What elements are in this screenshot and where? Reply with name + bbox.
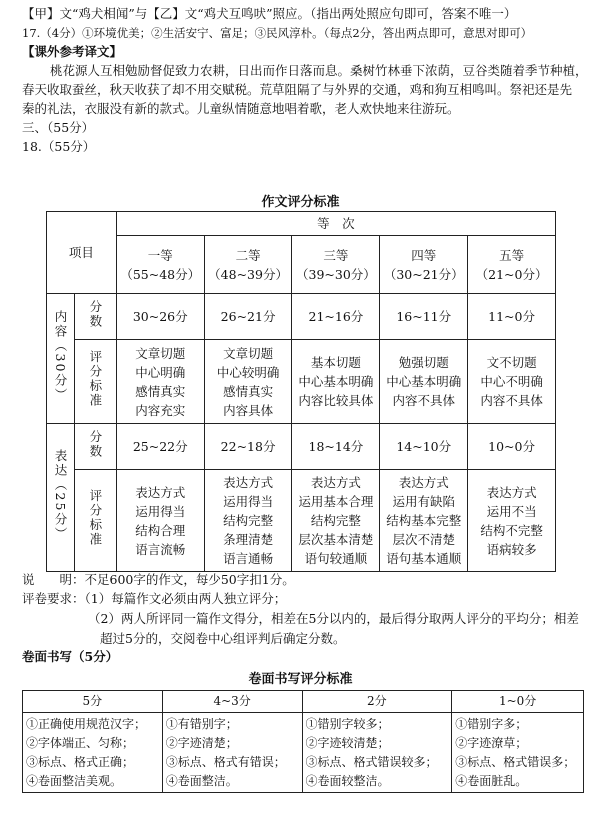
grade-cell: 三等 （39~30分）	[292, 236, 380, 294]
handwriting-table-title: 卷面书写评分标准	[248, 672, 353, 687]
content-score-row	[47, 294, 556, 340]
expr-criteria-row	[47, 470, 556, 572]
grade-cell: 四等 （30~21分）	[380, 236, 468, 294]
handwriting-criteria: ①正确使用规范汉字； ②字体端正、匀称； ③标点、格式正确； ④卷面整洁美观。	[23, 713, 163, 793]
expr-criteria: 表达方式 运用有缺陷 结构基本完整 层次不清楚 语句基本通顺	[380, 470, 468, 572]
answer-line-17: 17.（4分）①环境优美；②生活安宁、富足；③民风淳朴。（每点2分，答出两点即可，意思对即可）	[22, 26, 533, 40]
note-requirement-2-cont: 超过5分的，交阅卷中心组评判后确定分数。	[100, 631, 346, 646]
expr-criteria-label: 评分标准	[87, 489, 103, 547]
content-criteria-label: 评分标准	[87, 350, 103, 408]
content-criteria: 基本切题 中心基本明确 内容比较具体	[292, 340, 380, 424]
expr-label-cell	[47, 424, 75, 572]
grade-row	[47, 236, 556, 294]
grade-cell: 五等 （21~0分）	[468, 236, 556, 294]
content-score: 30~26分	[116, 294, 204, 340]
handwriting-criteria: ①错别字多； ②字迹潦草； ③标点、格式错误多； ④卷面脏乱。	[452, 713, 584, 793]
essay-grading-table	[46, 211, 556, 572]
content-criteria: 勉强切题 中心基本明确 内容不具体	[380, 340, 468, 424]
handwriting-header-row	[23, 691, 584, 713]
handwriting-grading-table	[22, 690, 584, 793]
content-label: 内容（30分）	[52, 309, 68, 403]
item-header: 项目	[47, 212, 117, 294]
expr-criteria: 表达方式 运用基本合理 结构完整 层次基本清楚 语句较通顺	[292, 470, 380, 572]
expr-score-label: 分数	[87, 429, 103, 459]
question-18-heading: 18.（55分）	[22, 139, 96, 154]
expr-criteria: 表达方式 运用不当 结构不完整 语病较多	[468, 470, 556, 572]
handwriting-heading: 卷面书写（5分）	[22, 649, 119, 664]
translation-line-3: 秦的礼法，衣服没有新的款式。儿童纵情随意地唱着歌，老人欢快地来往游玩。	[22, 101, 460, 116]
note-requirement-2: （2）两人所评同一篇作文得分，相差在5分以内的，最后得分取两人评分的平均分；相差	[88, 611, 579, 626]
translation-heading: 【课外参考译文】	[22, 44, 123, 59]
expr-score: 14~10分	[380, 424, 468, 470]
translation-line-2: 春天收取蚕丝，秋天收获了却不用交赋税。荒草阻隔了与外界的交通，鸡和狗互相鸣叫。祭祀还是先	[22, 82, 573, 97]
handwriting-header: 2分	[302, 691, 452, 713]
handwriting-header: 5分	[23, 691, 163, 713]
answer-line-16: 【甲】文“鸡犬相闻”与【乙】文“鸡犬互鸣吠”照应。（指出两处照应句即可，答案不唯一）	[22, 6, 517, 21]
grade-cell: 二等 （48~39分）	[204, 236, 292, 294]
content-score: 11~0分	[468, 294, 556, 340]
section-three-heading: 三、（55分）	[22, 120, 95, 135]
content-score-label: 分数	[87, 299, 103, 329]
note-requirement-1: 评卷要求：（1）每篇作文必须由两人独立评分；	[22, 591, 287, 606]
handwriting-header: 4~3分	[162, 691, 302, 713]
content-criteria: 文章切题 中心明确 感情真实 内容充实	[116, 340, 204, 424]
expr-score: 18~14分	[292, 424, 380, 470]
handwriting-criteria: ①有错别字； ②字迹清楚； ③标点、格式有错误； ④卷面整洁。	[162, 713, 302, 793]
expr-score: 22~18分	[204, 424, 292, 470]
expr-score-row	[47, 424, 556, 470]
grade-header: 等 次	[116, 212, 555, 236]
expr-criteria: 表达方式 运用得当 结构合理 语言流畅	[116, 470, 204, 572]
essay-table-title: 作文评分标准	[261, 195, 340, 210]
expr-criteria: 表达方式 运用得当 结构完整 条理清楚 语言通畅	[204, 470, 292, 572]
content-criteria: 文不切题 中心不明确 内容不具体	[468, 340, 556, 424]
content-score: 21~16分	[292, 294, 380, 340]
handwriting-criteria: ①错别字较多； ②字迹较清楚； ③标点、格式错误较多； ④卷面较整洁。	[302, 713, 452, 793]
grade-cell: 一等 （55~48分）	[116, 236, 204, 294]
content-criteria: 文章切题 中心较明确 感情真实 内容具体	[204, 340, 292, 424]
handwriting-criteria-row	[23, 713, 584, 793]
expr-label: 表达（25分）	[52, 448, 68, 542]
content-score: 16~11分	[380, 294, 468, 340]
expr-score: 10~0分	[468, 424, 556, 470]
content-criteria-row	[47, 340, 556, 424]
note-explanation: 说 明：不足600字的作文，每少50字扣1分。	[22, 572, 295, 587]
content-score: 26~21分	[204, 294, 292, 340]
handwriting-header: 1~0分	[452, 691, 584, 713]
expr-score: 25~22分	[116, 424, 204, 470]
translation-line-1: 桃花源人互相勉励督促致力农耕，日出而作日落而息。桑树竹林垂下浓荫，豆谷类随着季节种植，	[50, 63, 588, 78]
content-label-cell	[47, 294, 75, 424]
